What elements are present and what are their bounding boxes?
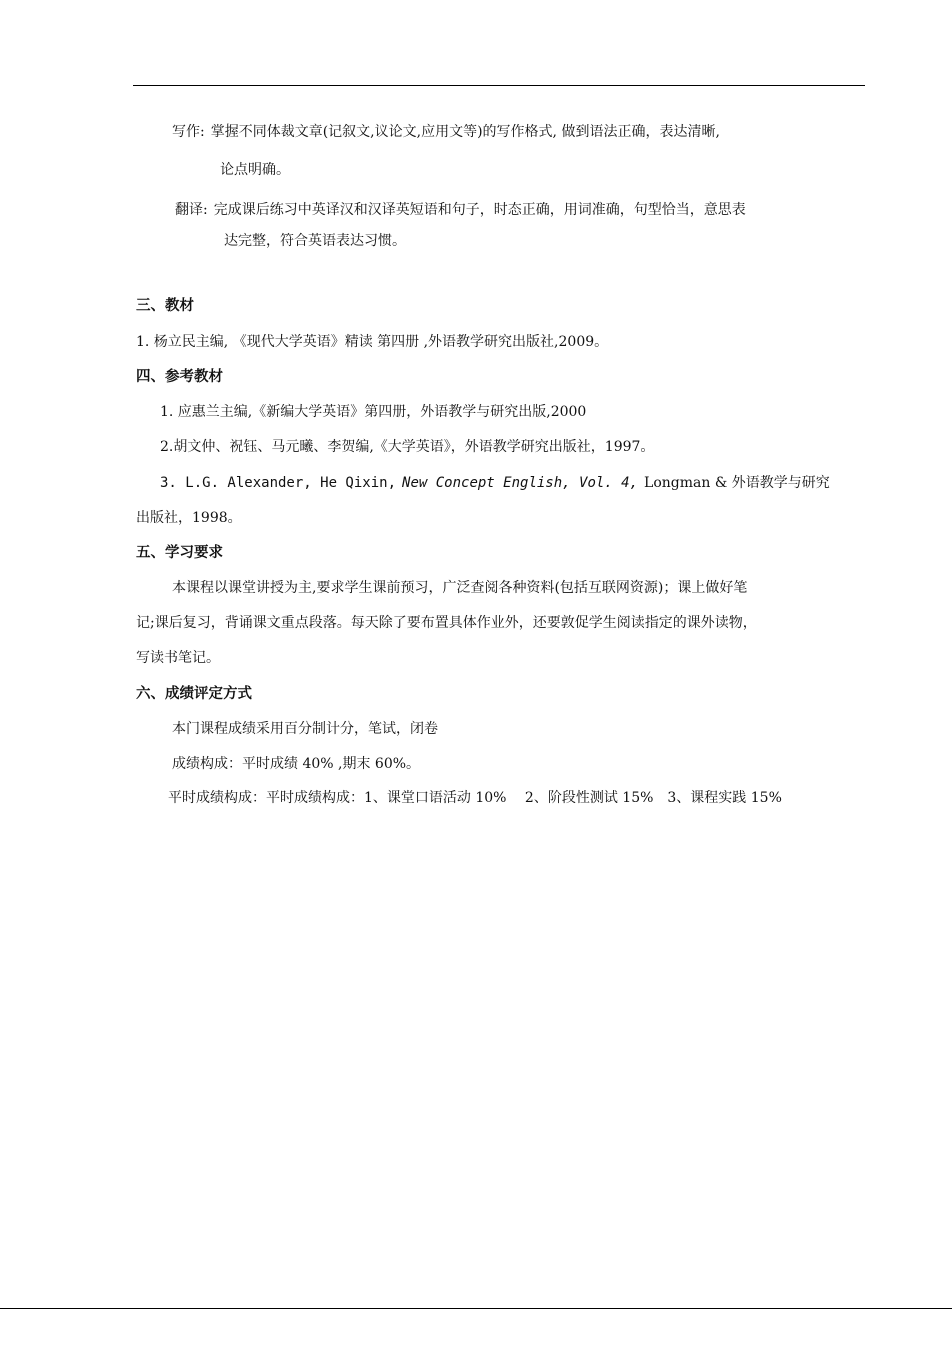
header-rule xyxy=(133,85,865,86)
grading-line-1: 本门课程成绩采用百分制计分，笔试，闭卷 xyxy=(172,721,438,737)
writing-label: 写作: xyxy=(172,124,205,140)
reference-3-title: New Concept English, Vol. 4, xyxy=(402,475,639,491)
requirements-line-2: 记;课后复习，背诵课文重点段落。每天除了要布置具体作业外，还要敦促学生阅读指定的课外读物， xyxy=(136,615,757,631)
reference-item-3-cont: 出版社，1998。 xyxy=(136,510,242,526)
footer-rule xyxy=(0,1308,952,1309)
writing-line-2: 论点明确。 xyxy=(220,162,290,178)
requirements-heading: 五、学习要求 xyxy=(136,545,223,561)
reference-item-1: 1. 应惠兰主编,《新编大学英语》第四册，外语教学与研究出版,2000 xyxy=(160,404,587,420)
grading-line-3: 平时成绩构成：平时成绩构成：1、课堂口语活动 10% 2、阶段性测试 15% 3、课程实践 15% xyxy=(168,790,782,806)
writing-line-1 xyxy=(172,122,720,142)
references-heading: 四、参考教材 xyxy=(136,369,223,385)
translation-text-1: 完成课后练习中英译汉和汉译英短语和句子，时态正确，用词准确，句型恰当，意思表 xyxy=(213,202,746,218)
grading-line-2: 成绩构成：平时成绩 40% ,期末 60%。 xyxy=(172,756,421,772)
translation-line-2: 达完整，符合英语表达习惯。 xyxy=(224,233,406,249)
writing-text-1: 掌握不同体裁文章(记叙文,议论文,应用文等)的写作格式, 做到语法正确，表达清晰, xyxy=(210,124,720,140)
reference-item-2: 2.胡文仲、祝钰、马元曦、李贺编,《大学英语》，外语教学研究出版社，1997。 xyxy=(160,439,655,455)
translation-label: 翻译: xyxy=(175,202,208,218)
reference-3-publisher: Longman & 外语教学与研究 xyxy=(644,475,830,491)
textbook-heading: 三、教材 xyxy=(136,298,194,314)
grading-heading: 六、成绩评定方式 xyxy=(136,686,252,702)
reference-3-authors: 3. L.G. Alexander, He Qixin, xyxy=(160,475,397,491)
translation-line-1 xyxy=(175,200,746,220)
reference-item-3 xyxy=(160,473,830,493)
requirements-line-3: 写读书笔记。 xyxy=(136,650,220,666)
textbook-item-1: 1. 杨立民主编, 《现代大学英语》精读 第四册 ,外语教学研究出版社,2009。 xyxy=(136,334,609,350)
requirements-line-1: 本课程以课堂讲授为主,要求学生课前预习，广泛查阅各种资料(包括互联网资源)；课上做好笔 xyxy=(172,580,748,596)
